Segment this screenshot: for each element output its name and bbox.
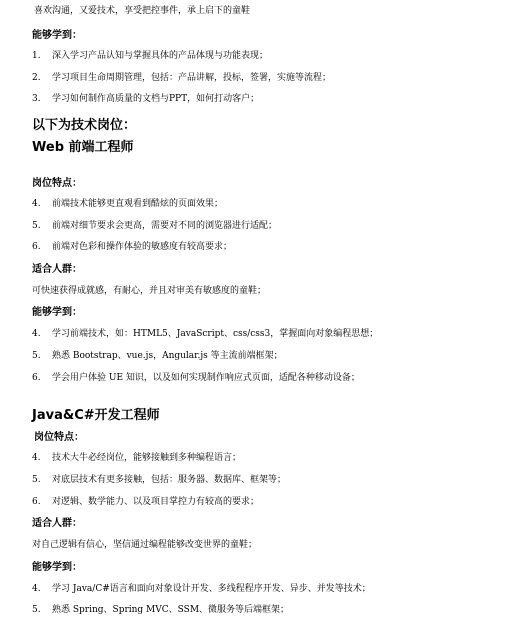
item-text: 学会用户体验 UE 知识，以及如何实现制作响应式页面，适配各种移动设备； bbox=[52, 373, 360, 383]
intro-line: 喜欢沟通，又爱技术，享受把控事件，承上启下的童鞋 bbox=[34, 6, 251, 16]
item-text: 学习 Java/C#语言和面向对象设计开发、多线程程序开发、异步、并发等技术； bbox=[52, 584, 371, 594]
java-learn-item bbox=[32, 604, 289, 616]
java-learn-label: 能够学到： bbox=[32, 562, 82, 573]
java-audience-label: 适合人群： bbox=[32, 518, 82, 529]
item-text: 前端对细节要求会更高，需要对不同的浏览器进行适配； bbox=[52, 221, 278, 231]
item-text: 学习前端技术，如：HTML5、JavaScript、css/css3，掌握面向对象编程思想； bbox=[52, 329, 379, 339]
product-learn-item bbox=[32, 72, 331, 84]
item-number: 5. bbox=[32, 221, 41, 231]
item-text: 前端技术能够更直观看到酷炫的页面效果； bbox=[52, 199, 224, 209]
item-number: 4. bbox=[32, 329, 41, 339]
web-learn-item bbox=[32, 350, 283, 362]
item-number: 4. bbox=[32, 584, 41, 594]
item-number: 6. bbox=[32, 373, 41, 383]
java-feature-item bbox=[32, 496, 259, 508]
item-text: 深入学习产品认知与掌握具体的产品体现与功能表现； bbox=[52, 51, 269, 61]
item-number: 3. bbox=[32, 94, 41, 104]
item-text: 学习项目生命周期管理，包括：产品讲解，投标，签署，实施等流程； bbox=[52, 73, 332, 83]
web-learn-label: 能够学到： bbox=[32, 307, 82, 318]
item-text: 熟悉 Bootstrap、vue.js，Angular.js 等主流前端框架； bbox=[52, 351, 283, 361]
item-number: 4. bbox=[32, 199, 41, 209]
product-learn-item bbox=[32, 93, 259, 105]
web-section-title: Web 前端工程师 bbox=[32, 140, 134, 155]
product-learn-label: 能够学到： bbox=[32, 30, 82, 41]
item-number: 6. bbox=[32, 497, 41, 507]
item-number: 6. bbox=[32, 242, 41, 252]
java-section-title: Java&C#开发工程师 bbox=[32, 408, 160, 423]
item-text: 对逻辑、数学能力、以及项目掌控力有较高的要求； bbox=[52, 497, 260, 507]
item-number: 4. bbox=[32, 453, 41, 463]
item-text: 熟悉 Spring、Spring MVC、SSM、微服务等后端框架； bbox=[52, 605, 290, 615]
item-number: 2. bbox=[32, 73, 41, 83]
web-feature-item bbox=[32, 198, 223, 210]
tech-positions-heading: 以下为技术岗位： bbox=[32, 118, 137, 133]
item-number: 1. bbox=[32, 51, 41, 61]
java-features-label: 岗位特点： bbox=[34, 432, 84, 443]
item-text: 学习如何制作高质量的文档与PPT，如何打动客户； bbox=[52, 94, 260, 104]
product-learn-item bbox=[32, 50, 268, 62]
web-features-label: 岗位特点： bbox=[32, 178, 82, 189]
item-text: 技术大牛必经岗位，能够接触到多种编程语言； bbox=[52, 453, 242, 463]
item-text: 前端对色彩和操作体验的敏感度有较高要求； bbox=[52, 242, 233, 252]
item-number: 5. bbox=[32, 351, 41, 361]
item-number: 5. bbox=[32, 475, 41, 485]
web-feature-item bbox=[32, 241, 232, 253]
web-audience-label: 适合人群： bbox=[32, 264, 82, 275]
java-feature-item bbox=[32, 452, 241, 464]
java-learn-item bbox=[32, 583, 371, 595]
web-audience-text: 可快速获得成就感，有耐心，并且对审美有敏感度的童鞋； bbox=[32, 286, 267, 296]
web-learn-item bbox=[32, 328, 378, 340]
item-text: 对底层技术有更多接触，包括：服务器、数据库、框架等； bbox=[52, 475, 287, 485]
java-feature-item bbox=[32, 474, 286, 486]
web-learn-item bbox=[32, 372, 360, 384]
item-number: 5. bbox=[32, 605, 41, 615]
java-audience-text: 对自己逻辑有信心，坚信通过编程能够改变世界的童鞋； bbox=[32, 540, 258, 550]
web-feature-item bbox=[32, 220, 277, 232]
